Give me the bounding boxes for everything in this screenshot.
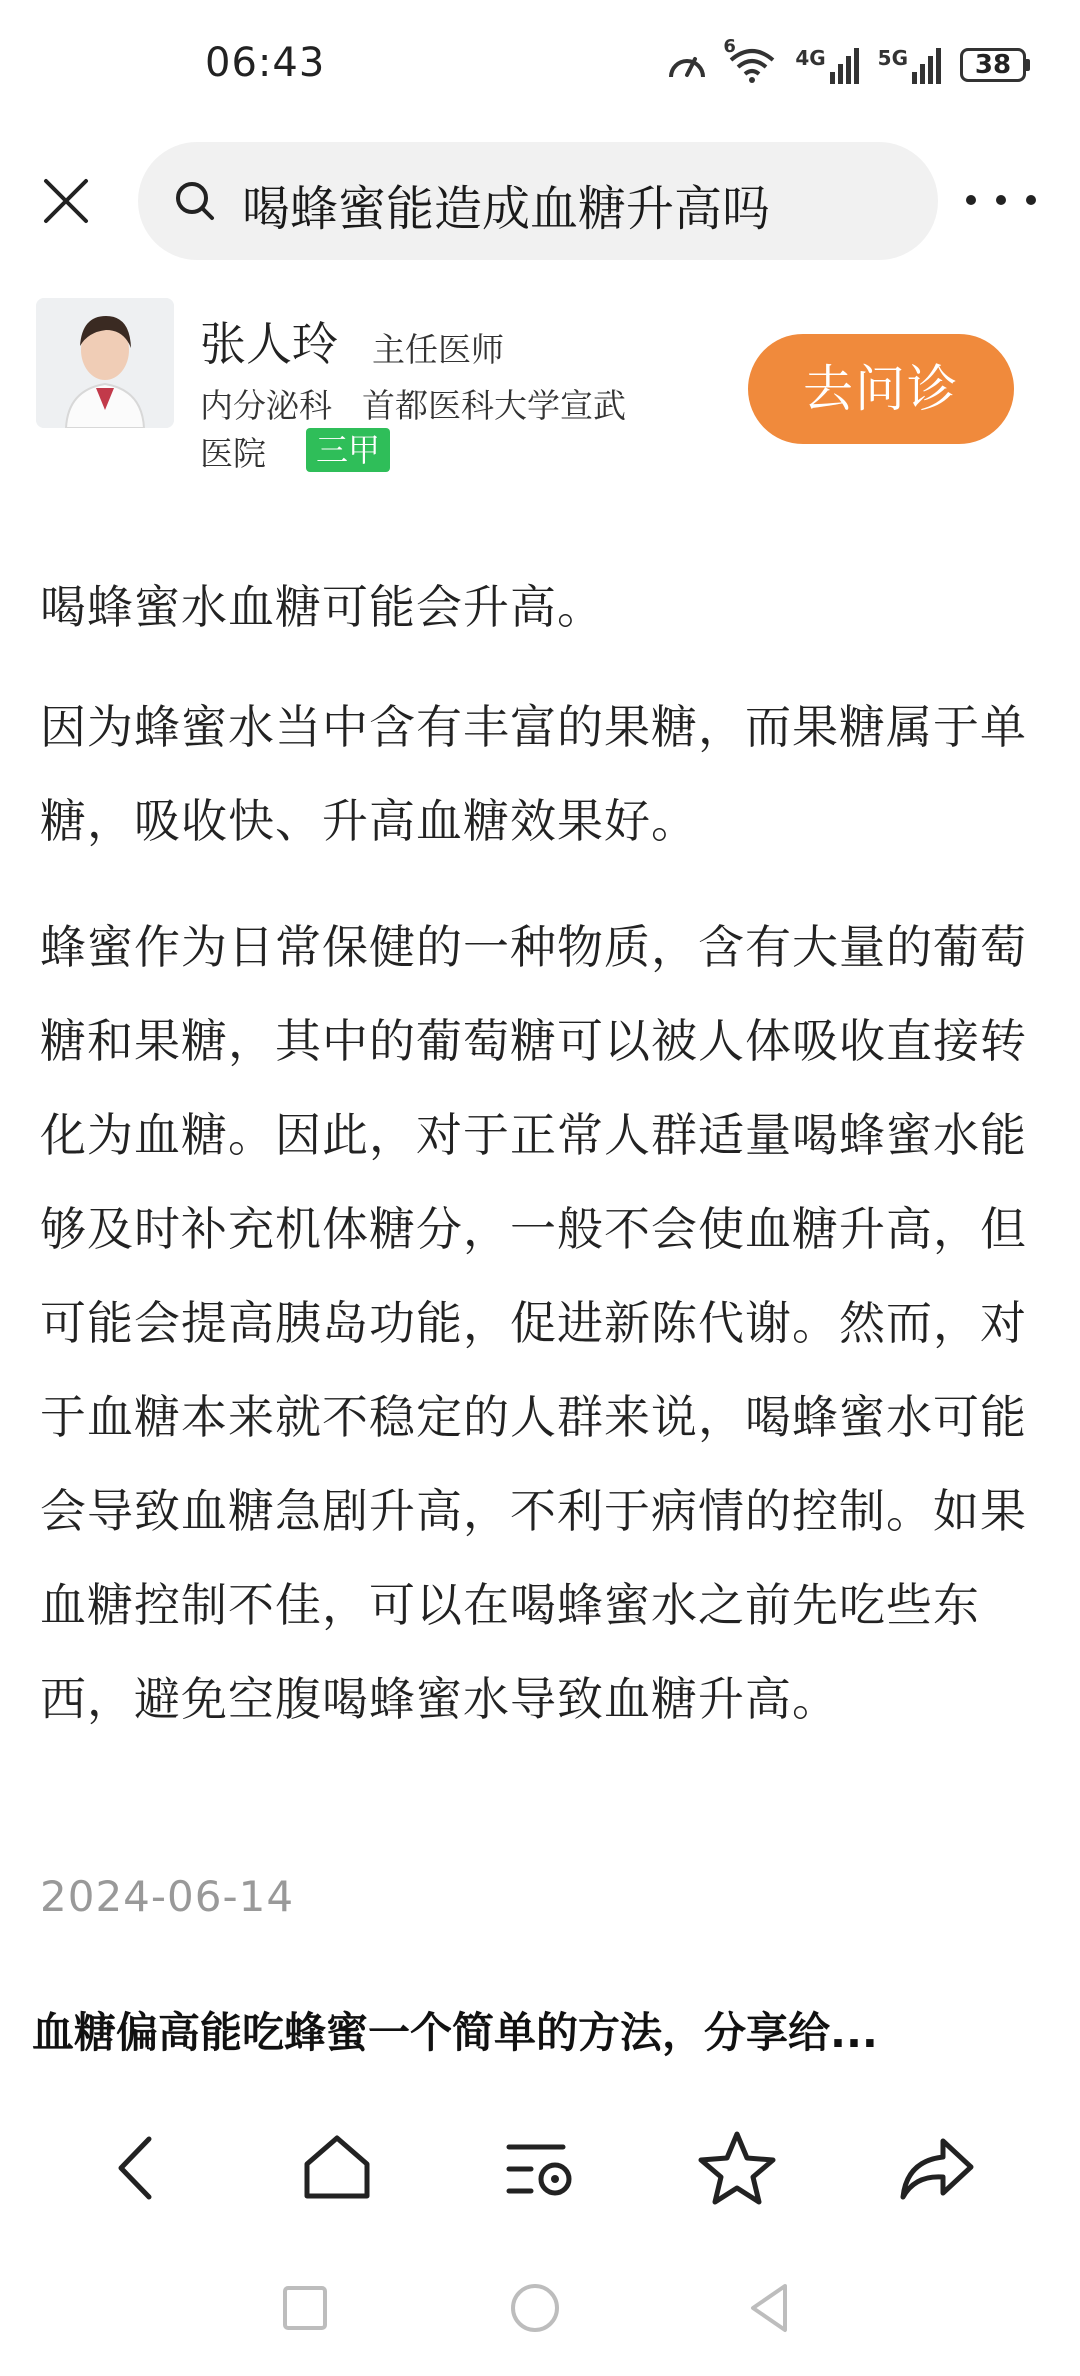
search-icon: [174, 180, 216, 222]
doctor-card[interactable]: [0, 298, 1080, 488]
more-options-button[interactable]: [966, 180, 1036, 220]
doctor-name: 张人玲: [200, 317, 338, 371]
battery-tip: [1026, 59, 1030, 71]
doctor-title: 主任医师: [372, 330, 504, 369]
dot-icon: [966, 195, 976, 205]
signal-2: [878, 46, 942, 84]
back-triangle-icon: [745, 2282, 795, 2334]
share-button[interactable]: [892, 2123, 982, 2213]
home-button[interactable]: [292, 2123, 382, 2213]
doctor-department: 内分泌科: [200, 386, 332, 425]
battery-indicator: [960, 48, 1030, 82]
search-header: [0, 140, 1080, 262]
search-input[interactable]: [138, 142, 938, 260]
doctor-avatar[interactable]: [36, 298, 174, 428]
star-icon: [697, 2130, 777, 2206]
wifi-indicator: [723, 36, 777, 84]
signal-bars-icon: [830, 48, 860, 84]
related-article-link[interactable]: 血糖偏高能吃蜂蜜一个简单的方法，分享给...: [32, 2008, 878, 2057]
tabs-icon: [501, 2133, 581, 2203]
share-icon: [897, 2133, 977, 2203]
doctor-photo-icon: [36, 298, 174, 428]
recents-icon: [281, 2284, 329, 2332]
search-query: 喝蜂蜜能造成血糖升高吗: [242, 181, 771, 237]
consult-button[interactable]: 去问诊: [748, 334, 1014, 444]
hospital-grade-badge: 三甲: [306, 428, 390, 472]
system-nav-bar: [0, 2245, 1080, 2376]
article-date: 2024-06-14: [40, 1872, 295, 1921]
status-icons: [665, 36, 1030, 84]
back-button[interactable]: [92, 2123, 182, 2213]
battery-level: 38: [960, 48, 1026, 82]
network-label-2: 4G: [795, 46, 826, 70]
status-bar: [0, 0, 1080, 130]
close-icon: [40, 175, 92, 227]
status-time: 06:43: [205, 40, 326, 86]
article-paragraph: 蜂蜜作为日常保健的一种物质，含有大量的葡萄糖和果糖，其中的葡萄糖可以被人体吸收直接转化为血糖。因此，对于正常人群适量喝蜂蜜水能够及时补充机体糖分，一般不会使血糖升高，但可能会提高胰岛功能，促进新陈代谢。然而，对于血糖本来就不稳定的人群来说，喝蜂蜜水可能会导致血糖急剧升高，不利于病情的控制。如果血糖控制不佳，可以在喝蜂蜜水之前先吃些东西，避免空腹喝蜂蜜水导致血糖升高。: [40, 920, 1027, 1726]
favorite-button[interactable]: [692, 2123, 782, 2213]
bottom-toolbar: [0, 2095, 1080, 2245]
hotspot-icon: [665, 47, 709, 83]
article-paragraph: 因为蜂蜜水当中含有丰富的果糖，而果糖属于单糖，吸收快、升高血糖效果好。: [40, 700, 1027, 848]
doctor-hospital-cont: 医院: [200, 434, 266, 473]
article-paragraph: 喝蜂蜜水血糖可能会升高。: [40, 580, 604, 634]
signal-bars-icon: [912, 48, 942, 84]
dot-icon: [996, 195, 1006, 205]
tabs-button[interactable]: [496, 2123, 586, 2213]
signal-1: [795, 46, 859, 84]
back-icon: [107, 2133, 167, 2203]
close-button[interactable]: [40, 175, 92, 227]
network-label-3: 5G: [877, 46, 908, 70]
recents-button[interactable]: [270, 2273, 340, 2343]
home-icon: [301, 2132, 373, 2204]
home-circle-icon: [509, 2282, 561, 2334]
dot-icon: [1026, 195, 1036, 205]
home-nav-button[interactable]: [500, 2273, 570, 2343]
doctor-hospital: 首都医科大学宣武: [362, 386, 626, 425]
doctor-department-line: [200, 380, 626, 427]
network-label-1: 6: [723, 36, 736, 57]
back-nav-button[interactable]: [735, 2273, 805, 2343]
